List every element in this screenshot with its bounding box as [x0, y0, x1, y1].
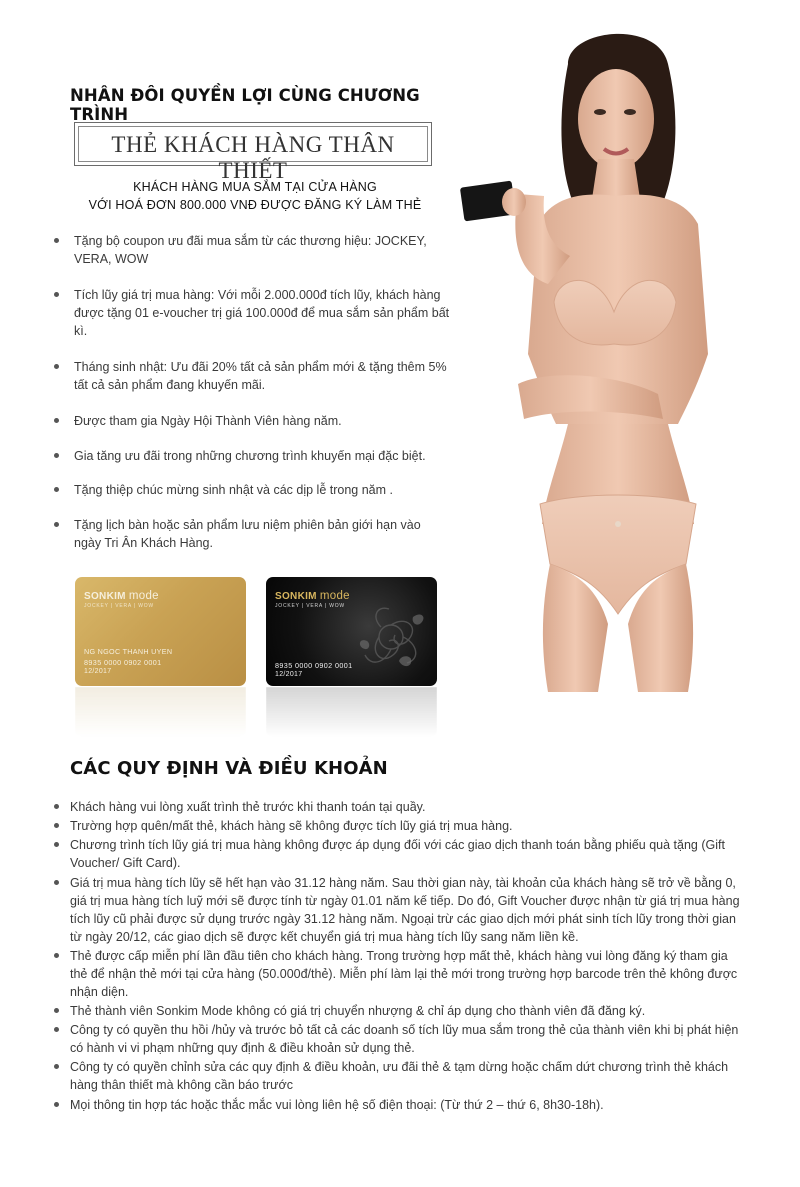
benefit-text: Tặng lịch bàn hoặc sản phẩm lưu niệm phiên bản giới hạn vào ngày Tri Ân Khách Hàng.: [74, 518, 421, 550]
term-item: [52, 874, 742, 946]
term-text: Giá trị mua hàng tích lũy sẽ hết hạn vào 31.12 hàng năm. Sau thời gian này, tài khoản của khách hàng sẽ trở về bằng 0, giá trị mua hàng tích luỹ mới sẽ được tính từ ngày 01.01 năm kế tiếp. Do đó, Gift Voucher được nhận từ giá trị mua hàng tích lũy cũ phải được sử dụng trước ngày 31.12 hàng năm. Ngoại trừ các giao dịch mới phát sinh tích lũy trong thời gian từ ngày 20/12, các giao dịch sẽ được kết chuyển giá trị mua hàng tích lũy sang năm liền kề.: [70, 875, 740, 944]
bullet-icon: [54, 238, 59, 243]
bullet-icon: [54, 418, 59, 423]
card-holder-name: NG NGOC THANH UYEN: [84, 647, 173, 656]
benefit-item: [52, 481, 450, 499]
benefit-text: Tích lũy giá trị mua hàng: Với mỗi 2.000.000đ tích lũy, khách hàng được tặng 01 e-voucher trị giá 100.000đ để mua sắm sản phẩm bất kì.: [74, 288, 450, 338]
card-brand-light: mode: [319, 590, 350, 602]
term-item: [52, 1096, 742, 1114]
benefit-text: Được tham gia Ngày Hội Thành Viên hàng năm.: [74, 414, 342, 428]
benefit-text: Tặng bộ coupon ưu đãi mua sắm từ các thương hiệu: JOCKEY, VERA, WOW: [74, 234, 427, 266]
benefit-item: [52, 447, 450, 465]
subtitle: [74, 178, 436, 214]
card-number: 8935 0000 0902 0001: [275, 661, 353, 670]
term-text: Công ty có quyền thu hồi /hủy và trước bỏ tất cả các doanh số tích lũy mua sắm trong thẻ của thành viên khi bị phát hiện có hành vi vi phạm những quy định & điều khoản sử dụng thẻ.: [70, 1023, 739, 1056]
bullet-icon: [54, 1027, 59, 1032]
term-item: [52, 947, 742, 1001]
card-brand-logo: [84, 590, 159, 602]
terms-title: CÁC QUY ĐỊNH VÀ ĐIỀU KHOẢN: [70, 758, 388, 779]
term-item: [52, 798, 742, 816]
bullet-icon: [54, 522, 59, 527]
gold-member-card: [75, 577, 246, 686]
term-item: [52, 817, 742, 835]
bullet-icon: [54, 292, 59, 297]
bullet-icon: [54, 953, 59, 958]
page-title: NHÂN ĐÔI QUYỀN LỢI CÙNG CHƯƠNG TRÌNH: [70, 86, 420, 124]
term-text: Thẻ được cấp miễn phí lần đầu tiên cho khách hàng. Trong trường hợp mất thẻ, khách hàng vui lòng đăng ký tham gia thẻ để nhận thẻ mới tại cửa hàng (50.000đ/thẻ). Miễn phí làm lại thẻ mới trong trường hợp barcode trên thẻ không được nhận diện.: [70, 948, 738, 999]
bullet-icon: [54, 842, 59, 847]
black-card-reflection: [266, 687, 437, 737]
card-expiry: 12/2017: [275, 671, 303, 678]
term-text: Công ty có quyền chỉnh sửa các quy định & điều khoản, ưu đãi thẻ & tạm dừng hoặc chấm dứt chương trình thẻ khách hàng thân thiết mà không cần báo trước: [70, 1060, 729, 1093]
bullet-icon: [54, 1008, 59, 1013]
term-text: Thẻ thành viên Sonkim Mode không có giá trị chuyển nhượng & chỉ áp dụng cho thành viên đã đăng ký.: [70, 1003, 646, 1018]
bullet-icon: [54, 804, 59, 809]
card-brand-logo: [275, 590, 350, 602]
card-expiry: 12/2017: [84, 668, 112, 675]
program-name-box: [74, 122, 432, 183]
terms-list: [52, 798, 742, 1115]
term-item: [52, 836, 742, 872]
model-photo: [458, 24, 758, 692]
bullet-icon: [54, 1064, 59, 1069]
black-member-card: [266, 577, 437, 686]
term-text: Khách hàng vui lòng xuất trình thẻ trước khi thanh toán tại quầy.: [70, 800, 426, 814]
term-text: Chương trình tích lũy giá trị mua hàng không được áp dụng đối với các giao dịch thanh toán bằng phiếu quà tặng (Gift Voucher/ Gift Card).: [70, 838, 725, 871]
benefit-item: [52, 358, 450, 394]
card-brand-light: mode: [128, 590, 159, 602]
bullet-icon: [54, 364, 59, 369]
card-brand-bold: SONKIM: [84, 591, 126, 602]
benefit-text: Tháng sinh nhật: Ưu đãi 20% tất cả sản phẩm mới & tặng thêm 5% tất cả sản phẩm đang khuyến mãi.: [74, 360, 447, 392]
floral-swirl-icon: [351, 597, 431, 677]
gold-card-reflection: [75, 687, 246, 737]
bullet-icon: [54, 453, 59, 458]
term-text: Mọi thông tin hợp tác hoặc thắc mắc vui lòng liên hệ số điện thoại: (Từ thứ 2 – thứ 6, 8h30-18h).: [70, 1097, 604, 1112]
bullet-icon: [54, 1102, 59, 1107]
benefit-item: [52, 412, 450, 430]
benefit-item: [52, 232, 450, 268]
term-item: [52, 1002, 742, 1020]
benefits-list: [52, 232, 450, 552]
card-sub-brands: JOCKEY | VERA | WOW: [275, 603, 345, 609]
card-number: 8935 0000 0902 0001: [84, 658, 162, 667]
benefit-item: [52, 286, 450, 340]
term-item: [52, 1058, 742, 1094]
subtitle-line-1: KHÁCH HÀNG MUA SẮM TẠI CỬA HÀNG: [133, 180, 377, 194]
bullet-icon: [54, 823, 59, 828]
subtitle-line-2: VỚI HOÁ ĐƠN 800.000 VNĐ ĐƯỢC ĐĂNG KÝ LÀM THẺ: [88, 198, 422, 212]
benefit-text: Gia tăng ưu đãi trong những chương trình khuyến mại đặc biệt.: [74, 449, 426, 463]
bullet-icon: [54, 487, 59, 492]
card-brand-bold: SONKIM: [275, 591, 317, 602]
benefit-text: Tặng thiệp chúc mừng sinh nhật và các dịp lễ trong năm .: [74, 483, 393, 497]
benefit-item: [52, 516, 450, 552]
term-item: [52, 1021, 742, 1057]
card-sub-brands: JOCKEY | VERA | WOW: [84, 603, 154, 609]
program-name: THẺ KHÁCH HÀNG THÂN THIẾT: [111, 132, 395, 183]
bullet-icon: [54, 880, 59, 885]
term-text: Trường hợp quên/mất thẻ, khách hàng sẽ không được tích lũy giá trị mua hàng.: [70, 819, 513, 834]
